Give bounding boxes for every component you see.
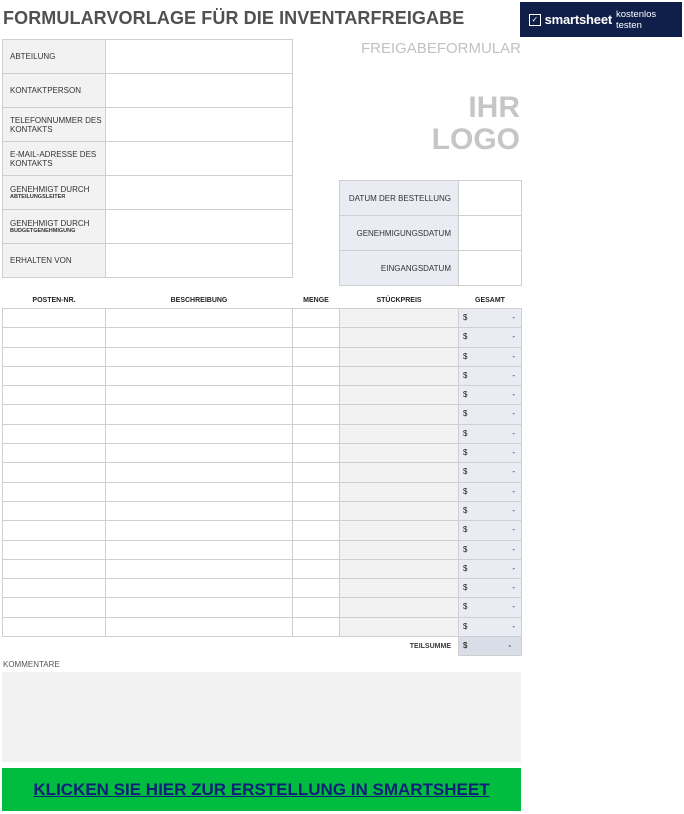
info-label-text: E-MAIL-ADRESSE DES KONTAKTS — [10, 149, 97, 168]
info-row — [3, 74, 293, 108]
total-cell — [459, 366, 522, 385]
subtotal-row — [3, 637, 522, 656]
column-header: POSTEN-NR. — [32, 297, 76, 304]
currency-symbol: $ — [463, 313, 468, 322]
description-cell[interactable] — [106, 463, 293, 482]
table-row — [3, 559, 522, 578]
total-cell — [459, 463, 522, 482]
total-cell — [459, 540, 522, 559]
info-label-text: ERHALTEN VON — [10, 256, 72, 265]
table-row — [3, 309, 522, 328]
total-amount: - — [512, 409, 515, 419]
table-row — [3, 444, 522, 463]
date-value-field[interactable] — [459, 181, 522, 216]
total-amount: - — [512, 332, 515, 342]
table-row — [3, 540, 522, 559]
unit-price-cell[interactable] — [340, 328, 459, 347]
quantity-cell[interactable] — [293, 386, 340, 405]
info-label-text: GENEHMIGT DURCH — [10, 184, 90, 194]
date-row — [340, 181, 522, 216]
smartsheet-banner[interactable] — [520, 2, 682, 37]
info-row — [3, 176, 293, 210]
description-cell[interactable] — [106, 521, 293, 540]
total-cell — [459, 444, 522, 463]
total-cell — [459, 347, 522, 366]
quantity-cell[interactable] — [293, 328, 340, 347]
item-number-cell[interactable] — [3, 309, 106, 328]
table-row — [3, 366, 522, 385]
total-amount: - — [512, 602, 515, 612]
description-cell[interactable] — [106, 366, 293, 385]
total-cell — [459, 309, 522, 328]
unit-price-cell[interactable] — [340, 617, 459, 636]
unit-price-cell[interactable] — [340, 309, 459, 328]
currency-symbol: $ — [463, 544, 468, 554]
info-row — [3, 142, 293, 176]
total-amount: - — [512, 563, 515, 573]
total-amount: - — [512, 448, 515, 458]
currency-symbol: $ — [463, 351, 468, 361]
currency-symbol: $ — [463, 602, 468, 612]
item-number-cell[interactable] — [3, 598, 106, 617]
table-row — [3, 579, 522, 598]
subtotal-amount: - — [508, 641, 511, 651]
unit-price-cell[interactable] — [340, 424, 459, 443]
total-cell — [459, 598, 522, 617]
date-value-field[interactable] — [459, 251, 522, 286]
total-amount: - — [512, 486, 515, 496]
currency-symbol: $ — [463, 486, 468, 496]
unit-price-cell[interactable] — [340, 463, 459, 482]
description-cell[interactable] — [106, 617, 293, 636]
total-cell — [459, 482, 522, 501]
total-cell — [459, 521, 522, 540]
banner-cta: kostenlos testen — [615, 8, 657, 31]
item-number-cell[interactable] — [3, 482, 106, 501]
info-row — [3, 40, 293, 74]
quantity-cell[interactable] — [293, 521, 340, 540]
info-value-field[interactable] — [106, 210, 293, 244]
column-header: MENGE — [303, 297, 329, 304]
currency-symbol: $ — [463, 448, 468, 458]
table-row — [3, 482, 522, 501]
total-cell — [459, 424, 522, 443]
info-label — [3, 142, 106, 176]
total-amount: - — [512, 525, 515, 535]
description-cell[interactable] — [106, 386, 293, 405]
quantity-cell[interactable] — [293, 347, 340, 366]
description-cell[interactable] — [106, 501, 293, 520]
total-cell — [459, 559, 522, 578]
date-label: EINGANGSDATUM — [340, 251, 459, 286]
currency-symbol: $ — [463, 505, 468, 515]
create-in-smartsheet-link[interactable]: KLICKEN SIE HIER ZUR ERSTELLUNG IN SMARTSHEET — [33, 779, 490, 799]
item-number-cell[interactable] — [3, 463, 106, 482]
subtotal-value — [459, 637, 522, 656]
description-cell[interactable] — [106, 424, 293, 443]
table-row — [3, 463, 522, 482]
info-label — [3, 74, 106, 108]
info-label — [3, 40, 106, 74]
info-row — [3, 108, 293, 142]
date-row — [340, 216, 522, 251]
item-number-cell[interactable] — [3, 444, 106, 463]
table-row — [3, 405, 522, 424]
item-number-cell[interactable] — [3, 559, 106, 578]
item-number-cell[interactable] — [3, 328, 106, 347]
item-number-cell[interactable] — [3, 579, 106, 598]
item-number-cell[interactable] — [3, 405, 106, 424]
info-label — [3, 244, 106, 278]
unit-price-cell[interactable] — [340, 501, 459, 520]
quantity-cell[interactable] — [293, 444, 340, 463]
quantity-cell[interactable] — [293, 405, 340, 424]
currency-symbol: $ — [463, 525, 468, 535]
unit-price-cell[interactable] — [340, 579, 459, 598]
total-amount: - — [512, 370, 515, 380]
info-label-text: KONTAKTPERSON — [10, 86, 81, 95]
info-label-subtext: ABTEILUNGSLEITER — [10, 193, 66, 200]
unit-price-cell[interactable] — [340, 405, 459, 424]
quantity-cell[interactable] — [293, 540, 340, 559]
dates-table — [339, 180, 522, 286]
item-number-cell[interactable] — [3, 366, 106, 385]
currency-symbol: $ — [463, 390, 468, 400]
info-value-field[interactable] — [106, 176, 293, 210]
contact-info-table — [2, 39, 293, 278]
info-value-field[interactable] — [106, 74, 293, 108]
quantity-cell[interactable] — [293, 617, 340, 636]
quantity-cell[interactable] — [293, 501, 340, 520]
unit-price-cell[interactable] — [340, 521, 459, 540]
info-label — [3, 176, 106, 210]
total-cell — [459, 386, 522, 405]
logo-placeholder — [432, 92, 520, 156]
logo-line-2: LOGO — [431, 123, 520, 156]
currency-symbol: $ — [463, 370, 468, 380]
quantity-cell[interactable] — [293, 463, 340, 482]
info-label-text: ABTEILUNG — [10, 52, 56, 61]
total-cell — [459, 579, 522, 598]
table-row — [3, 501, 522, 520]
info-label-text: GENEHMIGT DURCH — [10, 218, 90, 228]
total-cell — [459, 405, 522, 424]
currency-symbol: $ — [463, 621, 468, 631]
quantity-cell[interactable] — [293, 424, 340, 443]
description-cell[interactable] — [106, 482, 293, 501]
total-amount: - — [512, 351, 515, 361]
description-cell[interactable] — [106, 328, 293, 347]
description-cell[interactable] — [106, 309, 293, 328]
description-cell[interactable] — [106, 559, 293, 578]
info-value-field[interactable] — [106, 142, 293, 176]
table-row — [3, 617, 522, 636]
unit-price-cell[interactable] — [340, 482, 459, 501]
info-label — [3, 210, 106, 244]
item-number-cell[interactable] — [3, 386, 106, 405]
total-amount: - — [512, 544, 515, 554]
date-label: DATUM DER BESTELLUNG — [340, 181, 459, 216]
item-number-cell[interactable] — [3, 617, 106, 636]
item-number-cell[interactable] — [3, 424, 106, 443]
total-amount: - — [512, 467, 515, 477]
info-label-text: TELEFONNUMMER DES KONTAKTS — [10, 115, 102, 134]
logo-line-1: IHR — [468, 91, 520, 124]
description-cell[interactable] — [106, 347, 293, 366]
total-cell — [459, 328, 522, 347]
table-row — [3, 598, 522, 617]
column-header: GESAMT — [475, 297, 505, 304]
column-header: BESCHREIBUNG — [170, 297, 228, 304]
total-amount: - — [512, 390, 515, 400]
unit-price-cell[interactable] — [340, 559, 459, 578]
total-amount: - — [512, 621, 515, 631]
total-amount: - — [512, 428, 515, 438]
subtotal-currency: $ — [463, 641, 468, 651]
comments-field[interactable] — [2, 672, 521, 762]
info-label-subtext: BUDGETGENEHMIGUNG — [10, 227, 76, 234]
banner-brand: smartsheet — [544, 12, 612, 27]
table-row — [3, 328, 522, 347]
table-row — [3, 386, 522, 405]
total-cell — [459, 501, 522, 520]
currency-symbol: $ — [463, 467, 468, 477]
description-cell[interactable] — [106, 540, 293, 559]
info-value-field[interactable] — [106, 108, 293, 142]
item-number-cell[interactable] — [3, 521, 106, 540]
unit-price-cell[interactable] — [340, 540, 459, 559]
currency-symbol: $ — [463, 563, 468, 573]
description-cell[interactable] — [106, 598, 293, 617]
total-amount: - — [512, 505, 515, 515]
currency-symbol: $ — [463, 428, 468, 438]
description-cell[interactable] — [106, 444, 293, 463]
total-amount: - — [512, 583, 515, 593]
date-value-field[interactable] — [459, 216, 522, 251]
unit-price-cell[interactable] — [340, 366, 459, 385]
description-cell[interactable] — [106, 579, 293, 598]
info-value-field[interactable] — [106, 244, 293, 278]
item-number-cell[interactable] — [3, 540, 106, 559]
comments-label: KOMMENTARE — [3, 660, 60, 669]
quantity-cell[interactable] — [293, 579, 340, 598]
quantity-cell[interactable] — [293, 366, 340, 385]
table-row — [3, 424, 522, 443]
subtotal-label: TEILSUMME — [409, 642, 451, 650]
items-table — [2, 293, 522, 656]
currency-symbol: $ — [463, 409, 468, 419]
info-value-field[interactable] — [106, 40, 293, 74]
table-row — [3, 347, 522, 366]
quantity-cell[interactable] — [293, 309, 340, 328]
quantity-cell[interactable] — [293, 559, 340, 578]
table-row — [3, 521, 522, 540]
info-row — [3, 210, 293, 244]
item-number-cell[interactable] — [3, 501, 106, 520]
unit-price-cell[interactable] — [340, 386, 459, 405]
info-row — [3, 244, 293, 278]
currency-symbol: $ — [463, 583, 468, 593]
date-row — [340, 251, 522, 286]
unit-price-cell[interactable] — [340, 598, 459, 617]
page-title: FORMULARVORLAGE FÜR DIE INVENTARFREIGABE — [3, 8, 465, 28]
item-number-cell[interactable] — [3, 347, 106, 366]
create-in-smartsheet-bar[interactable] — [2, 768, 521, 811]
form-subtitle: FREIGABEFORMULAR — [360, 40, 521, 57]
quantity-cell[interactable] — [293, 482, 340, 501]
total-amount: - — [512, 313, 515, 322]
description-cell[interactable] — [106, 405, 293, 424]
check-icon: ✓ — [529, 14, 541, 26]
unit-price-cell[interactable] — [340, 444, 459, 463]
column-header: STÜCKPREIS — [376, 297, 422, 304]
total-cell — [459, 617, 522, 636]
currency-symbol: $ — [463, 332, 468, 342]
unit-price-cell[interactable] — [340, 347, 459, 366]
info-label — [3, 108, 106, 142]
date-label: GENEHMIGUNGSDATUM — [340, 216, 459, 251]
quantity-cell[interactable] — [293, 598, 340, 617]
